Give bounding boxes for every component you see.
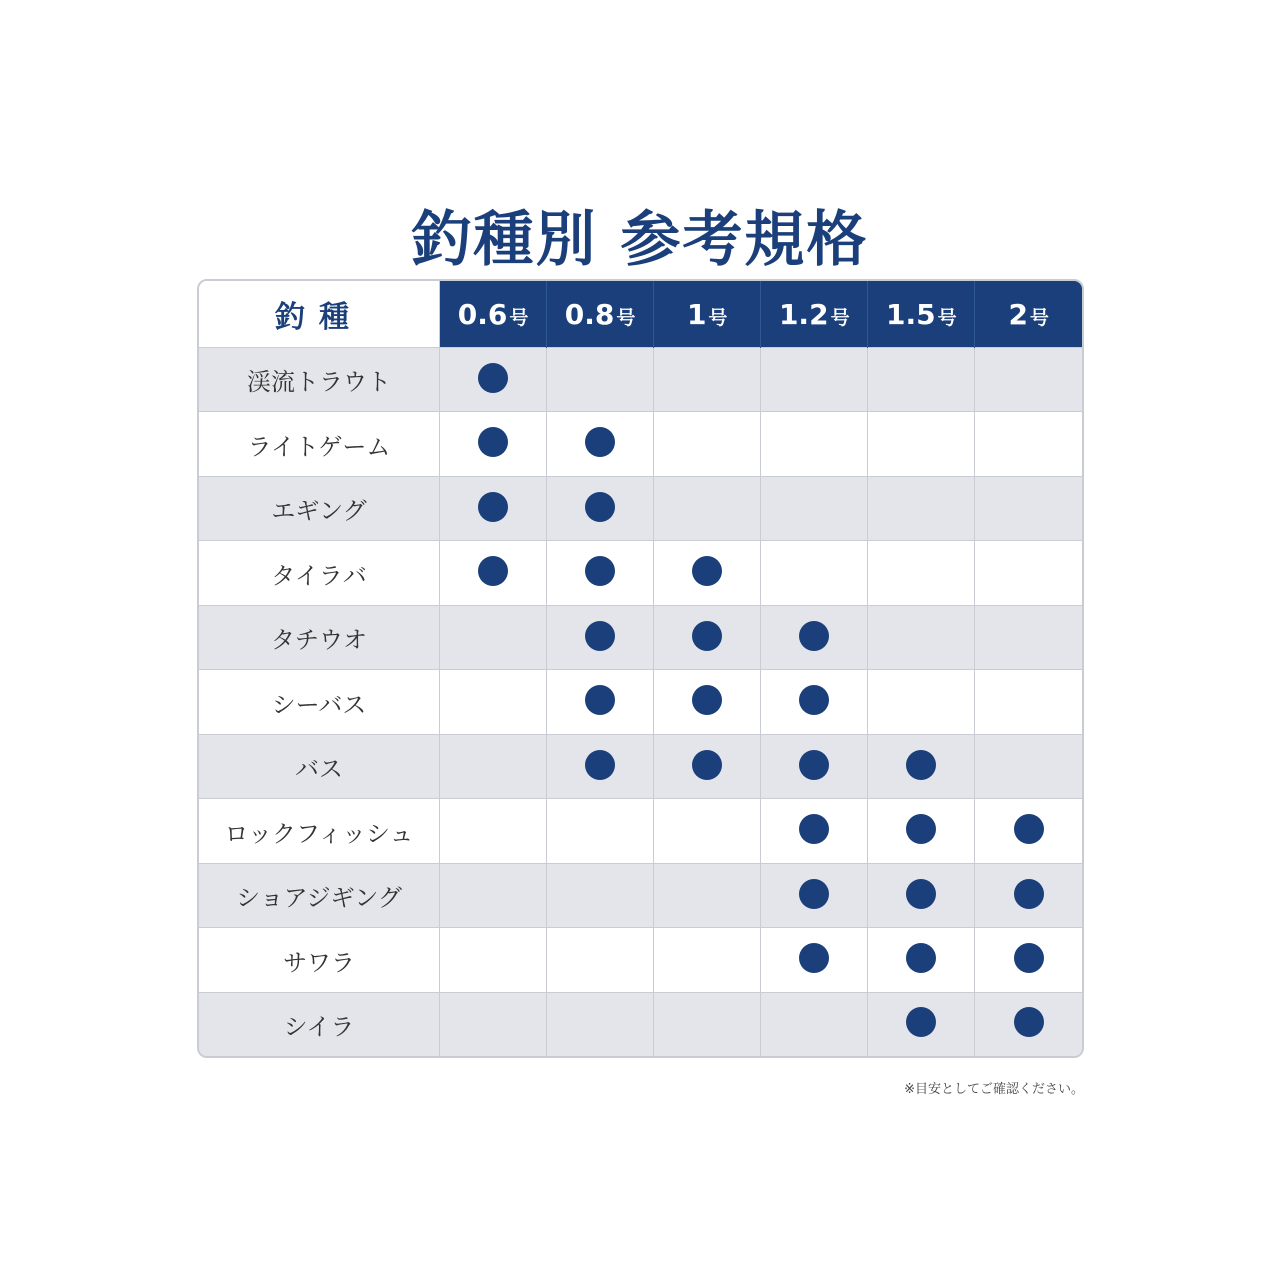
species-name: タイラバ <box>199 541 440 605</box>
size-unit: 号 <box>1029 306 1049 329</box>
table-cell <box>975 928 1082 992</box>
size-column-header <box>975 281 1082 348</box>
recommended-dot-icon <box>799 685 829 715</box>
table-cell <box>654 734 761 798</box>
table-cell <box>654 348 761 412</box>
table-cell <box>868 412 975 476</box>
table-row <box>199 670 1082 734</box>
table-cell <box>975 541 1082 605</box>
table-cell <box>654 670 761 734</box>
recommended-dot-icon <box>585 750 615 780</box>
table-row <box>199 541 1082 605</box>
table-cell <box>440 476 547 540</box>
recommended-dot-icon <box>799 879 829 909</box>
recommended-dot-icon <box>585 427 615 457</box>
table-cell <box>761 412 868 476</box>
table-cell <box>868 799 975 863</box>
table-cell <box>975 992 1082 1056</box>
table-cell <box>547 476 654 540</box>
table-cell <box>761 605 868 669</box>
table-cell <box>654 799 761 863</box>
table-cell <box>761 348 868 412</box>
recommended-dot-icon <box>906 943 936 973</box>
recommended-dot-icon <box>692 750 722 780</box>
table-cell <box>868 476 975 540</box>
table-cell <box>440 992 547 1056</box>
size-unit: 号 <box>937 306 957 329</box>
table-cell <box>654 863 761 927</box>
table-cell <box>547 799 654 863</box>
size-column-header <box>868 281 975 348</box>
table-row <box>199 412 1082 476</box>
size-number: 1.2 <box>778 297 829 331</box>
species-name: サワラ <box>199 928 440 992</box>
size-number: 1 <box>686 297 707 331</box>
size-column-header <box>654 281 761 348</box>
table-cell <box>547 670 654 734</box>
table-cell <box>975 670 1082 734</box>
table-cell <box>440 799 547 863</box>
recommended-dot-icon <box>1014 814 1044 844</box>
recommended-dot-icon <box>906 750 936 780</box>
table-cell <box>975 412 1082 476</box>
table-body <box>199 348 1082 1057</box>
table-cell <box>547 348 654 412</box>
recommended-dot-icon <box>799 814 829 844</box>
recommended-dot-icon <box>692 556 722 586</box>
recommended-dot-icon <box>692 685 722 715</box>
table-cell <box>975 476 1082 540</box>
species-name: エギング <box>199 476 440 540</box>
recommended-dot-icon <box>478 556 508 586</box>
species-name: ライトゲーム <box>199 412 440 476</box>
table-row <box>199 348 1082 412</box>
table-row <box>199 605 1082 669</box>
species-name: ショアジギング <box>199 863 440 927</box>
table-cell <box>654 476 761 540</box>
recommended-dot-icon <box>478 492 508 522</box>
recommended-dot-icon <box>799 943 829 973</box>
table-cell <box>761 670 868 734</box>
reference-table <box>197 279 1084 1058</box>
table-cell <box>975 734 1082 798</box>
table-cell <box>975 605 1082 669</box>
table-cell <box>975 863 1082 927</box>
size-column-header <box>547 281 654 348</box>
table-cell <box>547 928 654 992</box>
species-name: 渓流トラウト <box>199 348 440 412</box>
table-cell <box>440 928 547 992</box>
table-cell <box>868 928 975 992</box>
recommended-dot-icon <box>906 879 936 909</box>
table-cell <box>654 928 761 992</box>
table-cell <box>440 348 547 412</box>
table-cell <box>547 992 654 1056</box>
recommended-dot-icon <box>585 556 615 586</box>
table-cell <box>761 863 868 927</box>
size-unit: 号 <box>509 306 529 329</box>
recommended-dot-icon <box>1014 1007 1044 1037</box>
table-cell <box>868 605 975 669</box>
table-cell <box>761 928 868 992</box>
recommended-dot-icon <box>799 621 829 651</box>
table-cell <box>440 541 547 605</box>
size-unit: 号 <box>708 306 728 329</box>
table-cell <box>654 541 761 605</box>
table-cell <box>868 992 975 1056</box>
table-cell <box>440 734 547 798</box>
recommended-dot-icon <box>1014 943 1044 973</box>
recommended-dot-icon <box>585 621 615 651</box>
species-name: シイラ <box>199 992 440 1056</box>
table-row <box>199 928 1082 992</box>
table-row <box>199 476 1082 540</box>
recommended-dot-icon <box>478 427 508 457</box>
table-row <box>199 734 1082 798</box>
species-name: バス <box>199 734 440 798</box>
table-cell <box>547 541 654 605</box>
species-column-header: 釣種 <box>199 281 440 348</box>
size-column-header <box>761 281 868 348</box>
species-name: タチウオ <box>199 605 440 669</box>
table-cell <box>975 799 1082 863</box>
table-row <box>199 799 1082 863</box>
species-name: ロックフィッシュ <box>199 799 440 863</box>
table-cell <box>547 412 654 476</box>
page-title: 釣種別 参考規格 <box>411 205 869 275</box>
recommended-dot-icon <box>692 621 722 651</box>
table-row <box>199 992 1082 1056</box>
table-cell <box>440 412 547 476</box>
table-cell <box>975 348 1082 412</box>
table-cell <box>440 605 547 669</box>
table-cell <box>654 992 761 1056</box>
size-column-header <box>440 281 547 348</box>
size-unit: 号 <box>830 306 850 329</box>
recommended-dot-icon <box>906 1007 936 1037</box>
size-number: 0.6 <box>457 297 508 331</box>
recommended-dot-icon <box>906 814 936 844</box>
table-header-row <box>199 281 1082 348</box>
table-cell <box>547 605 654 669</box>
recommended-dot-icon <box>799 750 829 780</box>
recommended-dot-icon <box>1014 879 1044 909</box>
table-cell <box>440 863 547 927</box>
table-cell <box>868 670 975 734</box>
table-cell <box>761 734 868 798</box>
table-cell <box>868 348 975 412</box>
table-cell <box>654 412 761 476</box>
table-cell <box>868 541 975 605</box>
recommended-dot-icon <box>585 685 615 715</box>
table-cell <box>761 799 868 863</box>
table-cell <box>761 476 868 540</box>
table-cell <box>868 863 975 927</box>
size-unit: 号 <box>616 306 636 329</box>
size-number: 1.5 <box>886 297 936 331</box>
table-cell <box>547 863 654 927</box>
size-number: 2 <box>1008 297 1028 331</box>
table-row <box>199 863 1082 927</box>
table-cell <box>761 992 868 1056</box>
footnote: ※目安としてご確認ください。 <box>904 1082 1084 1097</box>
table-cell <box>654 605 761 669</box>
size-number: 0.8 <box>564 297 615 331</box>
recommended-dot-icon <box>585 492 615 522</box>
table-cell <box>440 670 547 734</box>
table-cell <box>868 734 975 798</box>
table-cell <box>547 734 654 798</box>
species-name: シーバス <box>199 670 440 734</box>
recommended-dot-icon <box>478 363 508 393</box>
table-cell <box>761 541 868 605</box>
